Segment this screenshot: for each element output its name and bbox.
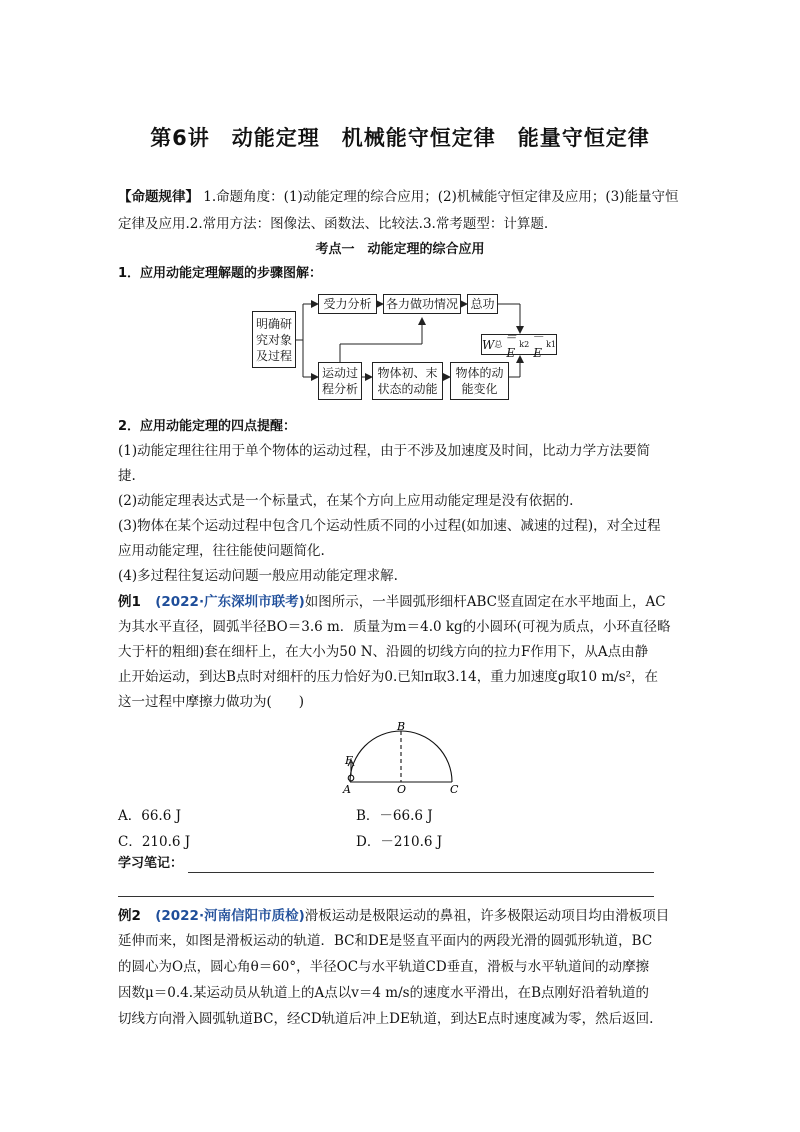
small-ring bbox=[348, 775, 354, 781]
flow-box-change: 物体的动能变化 bbox=[450, 362, 509, 400]
example1-line1: 例1 (2022·广东深圳市联考)如图所示，一半圆弧形细杆ABC竖直固定在水平地面上，AC bbox=[118, 594, 666, 610]
example1-line: 这一过程中摩擦力做功为( ) bbox=[118, 694, 305, 710]
rule-intro-label: 【命题规律】 bbox=[118, 189, 199, 205]
label-o: O bbox=[397, 783, 407, 796]
flow-box-force: 受力分析 bbox=[318, 294, 377, 314]
flow-box-start: 明确研究对象及过程 bbox=[252, 311, 296, 368]
section-heading: 考点一 动能定理的综合应用 bbox=[315, 242, 485, 257]
step1-heading: 1．应用动能定理解题的步骤图解： bbox=[118, 266, 323, 281]
example2-line1: 例2 (2022·河南信阳市质检)滑板运动是极限运动的鼻祖，许多极限运动项目均由滑板项目 bbox=[118, 908, 670, 924]
example2-line: 切线方向滑入圆弧轨道BC，经CD轨道后冲上DE轨道，到达E点时速度减为零，然后返回. bbox=[118, 1011, 654, 1027]
notes-line[interactable] bbox=[188, 872, 654, 873]
label-c: C bbox=[450, 783, 459, 796]
notes-label: 学习笔记： bbox=[118, 856, 184, 871]
example1-label: 例1 bbox=[118, 594, 141, 610]
example2-source: (2022·河南信阳市质检) bbox=[155, 908, 305, 924]
option-c[interactable]: C．210.6 J bbox=[118, 834, 191, 850]
rule-intro-line1: 【命题规律】 1.命题角度：(1)动能定理的综合应用；(2)机械能守恒定律及应用；(3)能量守恒 bbox=[118, 189, 679, 205]
label-b: B bbox=[397, 720, 406, 733]
example2-line: 因数μ＝0.4.某运动员从轨道上的A点以v＝4 m/s的速度水平滑出，在B点刚好沿着轨道的 bbox=[118, 985, 649, 1001]
example2-line: 延伸而来，如图是滑板运动的轨道．BC和DE是竖直平面内的两段光滑的圆弧形轨道，BC bbox=[118, 933, 653, 949]
flow-box-kinetic: 物体初、末状态的动能 bbox=[372, 362, 443, 400]
flow-box-formula: W 总 ＝E k2 －E k1 bbox=[482, 329, 556, 360]
reminder-line: 应用动能定理，往往能使问题简化. bbox=[118, 543, 325, 559]
example1-line: 止开始运动，到达B点时对细杆的压力恰好为0.已知π取3.14，重力加速度g取10 m/s²，在 bbox=[118, 669, 659, 685]
option-a[interactable]: A．66.6 J bbox=[118, 808, 182, 824]
example1-source: (2022·广东深圳市联考) bbox=[155, 594, 305, 610]
rule-intro-line2: 定律及应用.2.常用方法：图像法、函数法、比较法.3.常考题型：计算题. bbox=[118, 216, 549, 232]
flow-box-motion: 运动过程分析 bbox=[318, 362, 362, 400]
step2-heading: 2．应用动能定理的四点提醒： bbox=[118, 419, 297, 434]
reminder-line: (3)物体在某个运动过程中包含几个运动性质不同的小过程(如加速、减速的过程)，对全过程 bbox=[118, 518, 661, 534]
example1-line: 大于杆的粗细)套在细杆上，在大小为50 N、沿圆的切线方向的拉力F作用下，从A点由静 bbox=[118, 644, 649, 660]
reminder-line: (2)动能定理表达式是一个标量式，在某个方向上应用动能定理是没有依据的. bbox=[118, 493, 574, 509]
label-f: F bbox=[345, 754, 353, 767]
reminder-line: (4)多过程往复运动问题一般应用动能定理求解. bbox=[118, 568, 398, 584]
flow-box-total: 总功 bbox=[467, 294, 498, 314]
option-d[interactable]: D．－210.6 J bbox=[356, 834, 443, 850]
example2-line: 的圆心为O点，圆心角θ＝60°，半径OC与水平轨道CD垂直，滑板与水平轨道间的动摩擦 bbox=[118, 959, 650, 975]
label-a: A bbox=[343, 783, 351, 796]
example1-line: 为其水平直径，圆弧半径BO＝3.6 m．质量为m＝4.0 kg的小圆环(可视为质点，小环直径略 bbox=[118, 619, 671, 635]
reminder-line: (1)动能定理往往用于单个物体的运动过程，由于不涉及加速度及时间，比动力学方法要简 bbox=[118, 443, 651, 459]
option-b[interactable]: B．－66.6 J bbox=[356, 808, 433, 824]
reminder-line: 捷. bbox=[118, 468, 136, 484]
notes-line[interactable] bbox=[118, 896, 654, 897]
example2-label: 例2 bbox=[118, 908, 141, 924]
flow-box-work: 各力做功情况 bbox=[383, 294, 461, 314]
page-title: 第6讲 动能定理 机械能守恒定律 能量守恒定律 bbox=[150, 126, 650, 150]
